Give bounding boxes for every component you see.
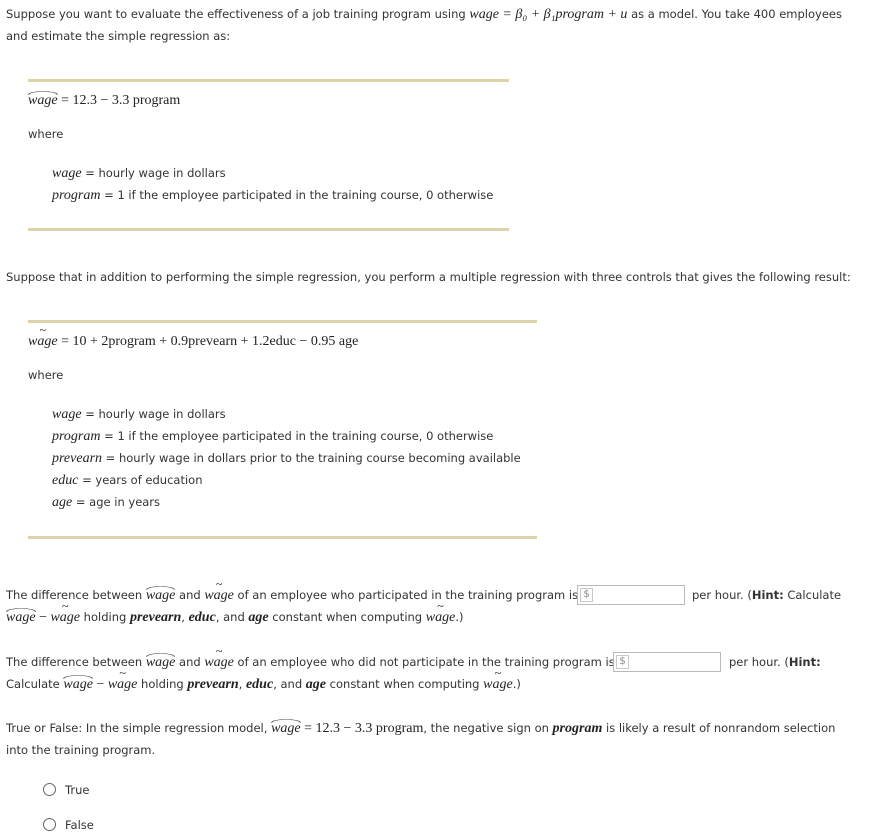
q2-after: per hour. ( [729, 655, 789, 669]
wage-tilde-symbol: ~ wage [28, 334, 58, 350]
q3-text: , the negative sign on [423, 721, 553, 735]
def-desc: = 1 if the employee participated in the training course, 0 otherwise [100, 188, 494, 202]
intro-line-2: and estimate the simple regression as: [6, 29, 231, 43]
q1-text: holding [80, 610, 130, 624]
intro-text-2: as a model. You take 400 employees [627, 7, 842, 21]
q1-text: constant when computing [268, 610, 426, 624]
dollar-icon: $ [616, 655, 629, 669]
q2-text: of an employee who did not participate in the training program is [233, 655, 615, 669]
q1-hint: Calculate [783, 588, 842, 602]
def-row [52, 428, 493, 445]
var-age: age [305, 677, 327, 692]
dollar-icon: $ [580, 588, 593, 602]
q2-answer-input[interactable] [613, 652, 721, 672]
separator: , and [273, 677, 306, 691]
wage-hat-symbol: wage [28, 93, 58, 108]
q2-line-1 [6, 654, 615, 671]
def-var: program [52, 429, 101, 444]
var-age: age [248, 610, 269, 625]
simple-equation [28, 92, 180, 109]
box-bottom-rule [28, 228, 509, 231]
wage-hat-symbol: wage [6, 610, 36, 625]
q2-line-2 [6, 676, 521, 693]
box-bottom-rule [28, 536, 537, 539]
q2-text: Calculate [6, 677, 64, 691]
def-var: wage [52, 407, 82, 422]
option-label: True [65, 783, 90, 797]
multiple-equation-rhs: = 10 + 2program + 0.9prevearn + 1.2educ − 0.95 age [57, 334, 359, 349]
option-false[interactable] [43, 817, 123, 833]
var-prevearn: prevearn [187, 677, 239, 692]
wage-tilde-symbol: ~ wage [108, 677, 138, 693]
def-desc: = age in years [72, 495, 161, 509]
q1-after: per hour. ( [692, 588, 752, 602]
q2-text: holding [137, 677, 188, 691]
def-desc: = hourly wage in dollars [81, 407, 226, 421]
intro-text-1: Suppose you want to evaluate the effectiveness of a job training program using [6, 7, 470, 21]
q1-answer-input[interactable] [577, 585, 685, 605]
simple-equation-rhs: = 12.3 − 3.3 program [57, 93, 181, 108]
q1-hint-line [692, 587, 841, 603]
var-prevearn: prevearn [129, 610, 182, 625]
option-true[interactable] [43, 782, 123, 798]
multiple-equation [28, 333, 358, 350]
q1-text: of an employee who participated in the training program is [233, 588, 579, 602]
hint-label: Hint: [751, 588, 784, 602]
minus-sign: − [92, 677, 108, 692]
def-row [52, 165, 226, 182]
radio-button-icon[interactable] [43, 818, 56, 831]
def-desc: = years of education [78, 473, 203, 487]
wage-tilde-symbol: ~ wage [204, 655, 234, 671]
option-label: False [65, 818, 94, 832]
where-label: where [28, 368, 64, 382]
def-var: prevearn [52, 451, 103, 466]
def-var: educ [52, 473, 79, 488]
q2-text: constant when computing [326, 677, 484, 691]
wage-tilde-symbol: ~ wage [426, 610, 456, 626]
separator: , [181, 610, 189, 624]
wage-tilde-symbol: ~ wage [204, 588, 234, 604]
hint-label: Hint: [788, 655, 821, 669]
model-equation: wage = β₀ + β₁program + u [469, 7, 628, 22]
q3-equation-rhs: = 12.3 − 3.3 program [300, 721, 424, 736]
q1-and: and [175, 588, 205, 602]
def-row [52, 450, 521, 467]
minus-sign: − [35, 610, 51, 625]
wage-hat-symbol: wage [271, 721, 301, 736]
var-educ: educ [245, 677, 274, 692]
where-label: where [28, 127, 64, 141]
wage-tilde-symbol: ~ wage [50, 610, 80, 626]
var-educ: educ [188, 610, 216, 625]
separator: , [238, 677, 246, 691]
var-program: program [552, 721, 603, 736]
q3-line-2: into the training program. [6, 743, 156, 757]
wage-hat-symbol: wage [145, 588, 176, 603]
radio-button-icon[interactable] [43, 783, 56, 796]
q2-hint-line [729, 654, 821, 670]
close-paren: .) [512, 677, 521, 691]
q1-line-1 [6, 587, 578, 604]
q3-line-1 [6, 720, 835, 737]
separator: , and [215, 610, 249, 624]
wage-hat-symbol: wage [63, 677, 93, 692]
wage-hat-symbol: wage [145, 655, 176, 670]
def-desc: = 1 if the employee participated in the training course, 0 otherwise [100, 429, 494, 443]
box-top-rule [28, 320, 537, 323]
q3-text: is likely a result of nonrandom selection [602, 721, 836, 735]
q2-text: The difference between [6, 655, 146, 669]
def-var: age [52, 495, 73, 510]
def-row [52, 406, 226, 423]
def-row [52, 187, 493, 204]
def-desc: = hourly wage in dollars prior to the training course becoming available [102, 451, 521, 465]
multiple-intro: Suppose that in addition to performing the simple regression, you perform a multiple regression with three controls that gives the following result: [6, 270, 851, 284]
box-top-rule [28, 79, 509, 82]
def-var: program [52, 188, 101, 203]
close-paren: .) [455, 610, 464, 624]
def-row [52, 472, 203, 489]
intro-line-1 [6, 6, 842, 23]
q1-text: The difference between [6, 588, 146, 602]
q3-text: True or False: In the simple regression model, [6, 721, 272, 735]
def-desc: = hourly wage in dollars [81, 166, 226, 180]
def-var: wage [52, 166, 82, 181]
wage-tilde-symbol: ~ wage [483, 677, 513, 693]
q2-and: and [175, 655, 205, 669]
q1-line-2 [6, 609, 463, 626]
def-row [52, 494, 160, 511]
